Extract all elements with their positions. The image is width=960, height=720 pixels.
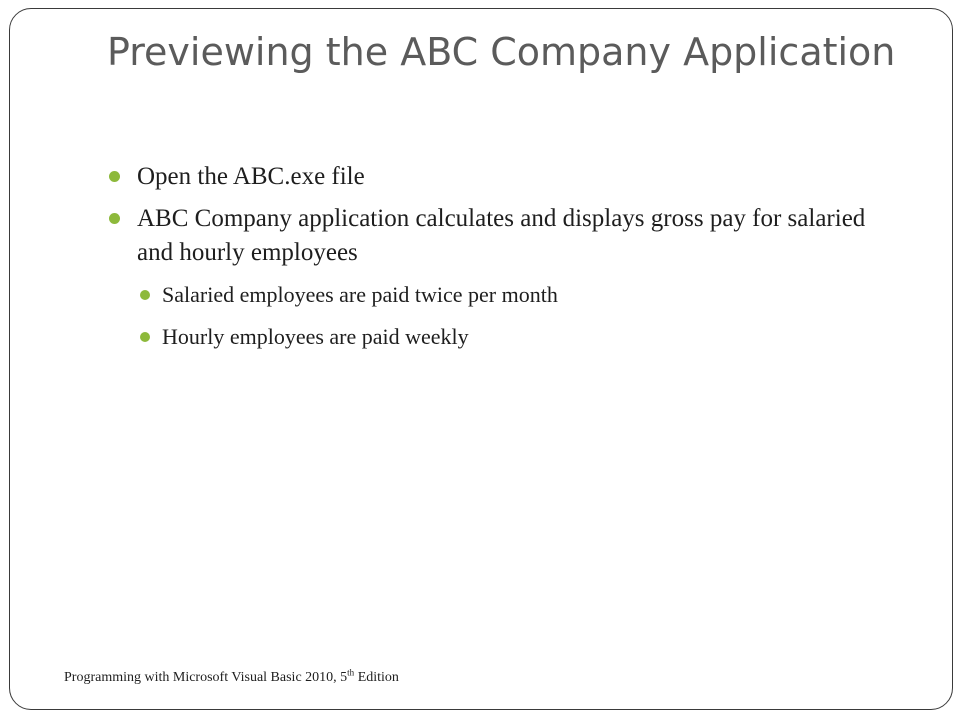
bullet-dot-icon — [109, 213, 120, 224]
bullet-text: ABC Company application calculates and displays gross pay for salaried and hourly employees — [137, 205, 866, 266]
bullet-item — [107, 202, 897, 352]
sub-bullet-text: Salaried employees are paid twice per month — [162, 282, 558, 307]
bullet-dot-icon — [109, 171, 120, 182]
bullet-list — [107, 160, 897, 352]
sub-bullet-list — [137, 280, 897, 352]
slide-title: Previewing the ABC Company Application — [107, 30, 896, 74]
slide-footer — [64, 667, 399, 686]
bullet-item — [107, 160, 897, 194]
sub-bullet-text: Hourly employees are paid weekly — [162, 324, 469, 349]
footer-superscript: th — [347, 667, 355, 678]
bullet-text: Open the ABC.exe file — [137, 163, 365, 190]
footer-text-end: Edition — [354, 670, 399, 685]
sub-bullet-item — [137, 322, 897, 352]
footer-text: Programming with Microsoft Visual Basic 2010, 5 — [64, 670, 348, 685]
bullet-dot-icon — [140, 332, 150, 342]
bullet-dot-icon — [140, 290, 150, 300]
slide-content — [107, 160, 897, 364]
sub-bullet-item — [137, 280, 897, 310]
